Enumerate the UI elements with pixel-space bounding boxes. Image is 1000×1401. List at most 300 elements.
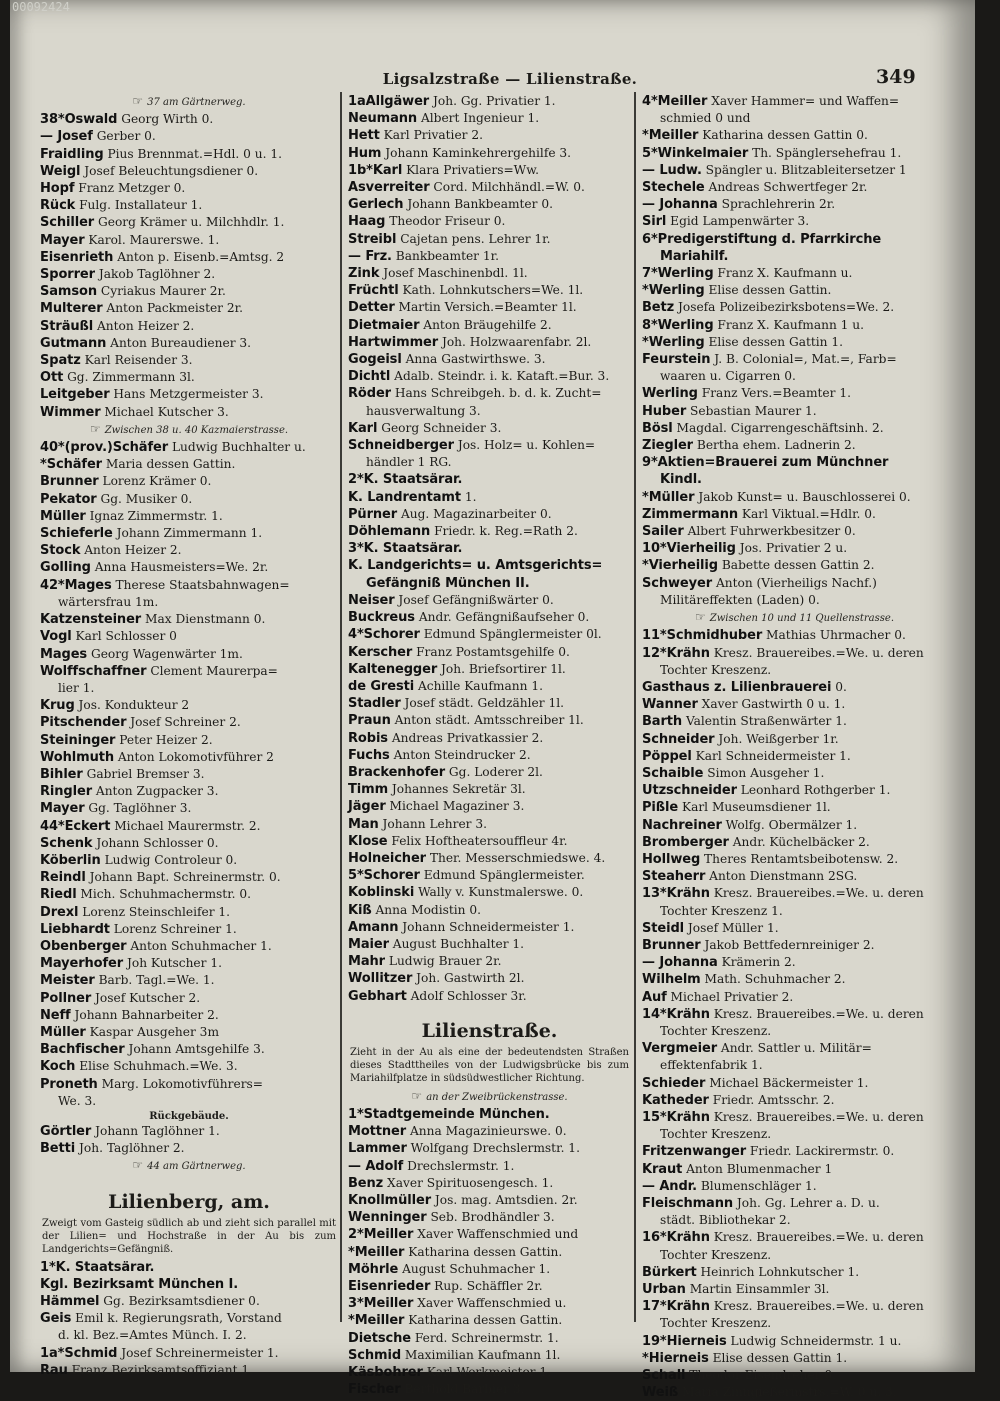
resident-details: Karl Privatier 2. bbox=[383, 128, 483, 143]
directory-entry bbox=[348, 540, 631, 557]
house-number: 5* bbox=[348, 868, 364, 884]
resident-name: Betti bbox=[40, 1141, 76, 1157]
directory-entry bbox=[40, 318, 338, 335]
resident-name: Neiser bbox=[348, 592, 395, 608]
directory-page bbox=[10, 0, 975, 1401]
directory-entry bbox=[348, 695, 631, 712]
directory-entry bbox=[348, 368, 631, 385]
directory-entry bbox=[348, 420, 631, 437]
note-text: Zwischen 10 und 11 Quellenstrasse. bbox=[709, 613, 894, 625]
directory-entry bbox=[40, 1310, 338, 1327]
resident-details: Joh. Holzwaarenfabr. 2l. bbox=[441, 334, 592, 349]
resident-name: Winkelmaier bbox=[657, 145, 749, 161]
house-number: 42* bbox=[40, 577, 65, 593]
directory-entry bbox=[642, 679, 947, 696]
directory-entry bbox=[40, 800, 338, 817]
resident-details: Martin Einsammler 3l. bbox=[689, 1282, 830, 1297]
resident-details: Katharina dessen Gattin. bbox=[408, 1244, 563, 1259]
resident-details: Th. Spänglersehefrau 1. bbox=[752, 145, 902, 160]
pointing-hand-icon: ☞ bbox=[411, 1088, 423, 1103]
resident-name: Köberlin bbox=[40, 852, 101, 868]
resident-name: Schäfer bbox=[112, 440, 169, 456]
resident-details: Johann Lehrer 3. bbox=[382, 816, 487, 831]
resident-name: Katheder bbox=[642, 1092, 709, 1108]
resident-name: Katzensteiner bbox=[40, 612, 142, 628]
directory-entry bbox=[40, 1076, 338, 1093]
directory-entry bbox=[348, 592, 631, 609]
directory-entry bbox=[642, 971, 947, 988]
directory-entry bbox=[348, 919, 631, 936]
directory-entry bbox=[348, 1312, 631, 1329]
resident-details: Johann Bankbeamter 0. bbox=[407, 197, 553, 212]
resident-name: Meiller bbox=[354, 1313, 405, 1329]
directory-entry bbox=[40, 473, 338, 490]
directory-entry bbox=[642, 265, 947, 282]
directory-entry bbox=[642, 420, 947, 437]
resident-name: Wimmer bbox=[40, 404, 101, 420]
directory-entry bbox=[40, 852, 338, 869]
note-text: Zwischen 38 u. 40 Kazmaierstrasse. bbox=[104, 424, 289, 436]
directory-entry bbox=[348, 1106, 631, 1123]
directory-entry bbox=[642, 1006, 947, 1023]
directory-entry bbox=[348, 1158, 631, 1175]
house-number: 3* bbox=[348, 1296, 364, 1312]
resident-details: Pius Brennmat.=Hdl. 0 u. 1. bbox=[107, 146, 282, 161]
directory-entry bbox=[348, 110, 631, 127]
directory-entry bbox=[348, 317, 631, 334]
directory-entry bbox=[642, 437, 947, 454]
resident-name: Meiller bbox=[363, 1296, 414, 1312]
resident-details: Josef Kutscher 2. bbox=[95, 990, 201, 1005]
resident-name: Zink bbox=[348, 266, 380, 282]
resident-name: Brunner bbox=[642, 937, 701, 953]
directory-entry bbox=[40, 146, 338, 163]
resident-details: Josef Gefängnißwärter 0. bbox=[398, 592, 554, 607]
resident-details: Joh. Gg. Privatier 1. bbox=[433, 94, 556, 108]
resident-details: Krämerin 2. bbox=[721, 955, 796, 970]
pointing-hand-icon: ☞ bbox=[89, 421, 101, 436]
resident-name: Dietmaier bbox=[348, 317, 420, 333]
directory-entry bbox=[40, 646, 338, 663]
resident-name: Krähn bbox=[666, 1299, 710, 1315]
resident-name: Pekator bbox=[40, 491, 97, 507]
resident-details: Babette dessen Gattin 2. bbox=[721, 558, 875, 573]
directory-entry bbox=[642, 731, 947, 748]
entry-continuation: Militäreffekten (Laden) 0. bbox=[660, 592, 820, 607]
resident-name: Amann bbox=[348, 919, 399, 935]
directory-entry bbox=[348, 1140, 631, 1157]
resident-details: Kresz. Brauereibes.=We. u. deren bbox=[713, 1299, 924, 1314]
house-number: * bbox=[348, 1313, 355, 1329]
resident-name: Hämmel bbox=[40, 1294, 100, 1309]
house-number: 17* bbox=[642, 1299, 667, 1315]
directory-entry bbox=[348, 1123, 631, 1140]
resident-details: Josef Müller 1. bbox=[687, 920, 779, 935]
resident-name: Käsbohrer bbox=[348, 1365, 423, 1381]
resident-details: Karl Werkmeister 1. bbox=[426, 1365, 551, 1380]
directory-entry bbox=[40, 869, 338, 886]
entry-continuation: Tochter Kreszenz. bbox=[660, 1247, 772, 1262]
resident-details: Georg Krämer u. Milchhdlr. 1. bbox=[98, 215, 285, 230]
resident-name: Hopf bbox=[40, 181, 75, 197]
directory-entry bbox=[348, 764, 631, 781]
directory-entry bbox=[348, 747, 631, 764]
directory-entry bbox=[642, 1109, 947, 1126]
resident-name: Neumann bbox=[348, 111, 418, 127]
directory-entry bbox=[40, 938, 338, 955]
resident-details: Michael Kutscher 3. bbox=[104, 404, 229, 419]
resident-name: Streibl bbox=[348, 231, 397, 247]
street-heading: Lilienberg, am. bbox=[108, 1190, 270, 1213]
directory-entry bbox=[348, 437, 631, 454]
directory-entry bbox=[348, 1226, 631, 1243]
entry-continuation: Tochter Kreszenz. bbox=[660, 662, 772, 677]
directory-entry bbox=[348, 162, 631, 179]
resident-name: Reindl bbox=[40, 870, 86, 886]
entry-continuation: städt. Bibliothekar 2. bbox=[660, 1213, 791, 1228]
resident-name: Spatz bbox=[40, 353, 81, 369]
resident-name: Möhrle bbox=[348, 1261, 399, 1277]
resident-name: Fleischmann bbox=[642, 1196, 734, 1211]
resident-name: Bösl bbox=[642, 420, 673, 436]
directory-entry bbox=[40, 783, 338, 800]
resident-details: Gg. Musiker 0. bbox=[100, 491, 193, 506]
house-number: 4* bbox=[642, 94, 658, 109]
resident-name: Müller bbox=[648, 489, 695, 505]
resident-name: Mayerhofer bbox=[40, 956, 124, 972]
resident-name: Drexl bbox=[40, 904, 79, 920]
resident-details: Math. Schuhmacher 2. bbox=[704, 972, 846, 987]
resident-name: Timm bbox=[348, 782, 389, 798]
directory-entry bbox=[642, 1350, 947, 1367]
resident-details: Cyriakus Maurer 2r. bbox=[100, 284, 226, 299]
resident-name: Oswald bbox=[64, 112, 118, 128]
directory-entry bbox=[642, 162, 947, 179]
resident-name: Stadler bbox=[348, 696, 401, 712]
street-description: Zweigt vom Gasteig südlich ab und zieht sich parallel mit der Lilien= und Hochstraße in der Au bis zum Landgerichts=Gefängniß. bbox=[42, 1217, 336, 1255]
resident-details: Elise Schuhmach.=We. 3. bbox=[79, 1059, 238, 1074]
resident-name: — Frz. bbox=[348, 248, 392, 264]
directory-entry bbox=[642, 696, 947, 713]
resident-details: Maria Zinngießermstrs.=W. 0 u. 3. bbox=[681, 1385, 897, 1400]
resident-details: Karl Museumsdiener 1l. bbox=[681, 800, 831, 815]
directory-entry bbox=[40, 283, 338, 300]
directory-entry bbox=[348, 145, 631, 162]
resident-details: Johann Schneidermeister 1. bbox=[402, 919, 575, 934]
resident-name: Bürkert bbox=[642, 1264, 697, 1280]
directory-entry bbox=[642, 179, 947, 196]
cross-street-note bbox=[40, 421, 338, 439]
cross-street-note bbox=[642, 609, 947, 627]
resident-name: Vergmeier bbox=[642, 1041, 718, 1057]
resident-name: Koblinski bbox=[348, 885, 415, 901]
house-number: 2* bbox=[348, 472, 364, 488]
column-left bbox=[40, 93, 338, 1378]
directory-entry bbox=[40, 921, 338, 938]
resident-name: Multerer bbox=[40, 301, 103, 317]
resident-details: Anton Steindrucker 2. bbox=[393, 747, 531, 762]
resident-details: Kresz. Brauereibes.=We. u. deren bbox=[713, 645, 924, 660]
cross-street-note bbox=[348, 1088, 631, 1106]
resident-details: Jos. Kondukteur 2 bbox=[78, 698, 190, 713]
resident-details: Xaver Spirituosengesch. 1. bbox=[387, 1175, 554, 1190]
resident-name: Fuchs bbox=[348, 747, 390, 763]
resident-name: Schaible bbox=[642, 765, 704, 781]
resident-name: Benz bbox=[348, 1175, 384, 1191]
resident-details: Andr. Sattler u. Militär= bbox=[720, 1041, 872, 1056]
house-number: 1b* bbox=[348, 162, 373, 178]
resident-details: August Buchhalter 1. bbox=[392, 936, 525, 951]
directory-entry bbox=[348, 1347, 631, 1364]
resident-details: Anton (Vierheiligs Nachf.) bbox=[715, 575, 877, 590]
resident-details: Mich. Schuhmachermstr. 0. bbox=[80, 887, 252, 902]
entry-continuation: Mariahilf. bbox=[660, 248, 729, 264]
directory-entry bbox=[40, 955, 338, 972]
resident-details: Johann Bahnarbeiter 2. bbox=[74, 1007, 219, 1022]
directory-entry bbox=[348, 213, 631, 230]
directory-entry bbox=[642, 868, 947, 885]
resident-name: — Andr. bbox=[642, 1178, 697, 1194]
resident-details: August Schuhmacher 1. bbox=[402, 1261, 551, 1276]
resident-details: Felix Hoftheatersouffleur 4r. bbox=[391, 833, 568, 848]
resident-details: Friedr. Lackirermstr. 0. bbox=[749, 1144, 895, 1159]
resident-details: Georg Schneider 3. bbox=[381, 420, 502, 435]
house-number: 8* bbox=[642, 317, 658, 333]
resident-name: Auf bbox=[642, 989, 667, 1005]
resident-details: Wally v. Kunstmalerswe. 0. bbox=[418, 885, 584, 900]
resident-details: Anton p. Eisenb.=Amtsg. 2 bbox=[117, 249, 285, 264]
directory-entry bbox=[40, 369, 338, 386]
resident-details: Theodor Friseur 0. bbox=[389, 214, 506, 229]
resident-name: Schmid bbox=[348, 1347, 402, 1363]
resident-details: Jos. mag. Amtsdien. 2r. bbox=[434, 1192, 578, 1207]
resident-details: Anton Heizer 2. bbox=[84, 543, 182, 558]
resident-name: Bihler bbox=[40, 766, 83, 782]
directory-entry bbox=[642, 385, 947, 402]
directory-entry bbox=[40, 818, 338, 835]
resident-name: Klose bbox=[348, 833, 388, 849]
resident-details: Michael Bäckermeister 1. bbox=[709, 1075, 869, 1090]
resident-details: Peter Heizer 2. bbox=[119, 732, 213, 747]
directory-entry bbox=[348, 730, 631, 747]
resident-name: Schäfer bbox=[46, 457, 102, 473]
resident-details: Ludwig Brauer 2r. bbox=[388, 954, 502, 969]
directory-entry bbox=[40, 1345, 338, 1362]
resident-name: — Josef bbox=[40, 129, 93, 145]
resident-details: Johann Kaminkehrergehilfe 3. bbox=[385, 145, 572, 160]
resident-name: Golling bbox=[40, 560, 91, 576]
directory-entry bbox=[642, 645, 947, 662]
resident-name: Fischer bbox=[348, 1382, 401, 1398]
directory-entry bbox=[40, 972, 338, 989]
resident-name: K. Staatsärar. bbox=[363, 541, 463, 557]
directory-entry bbox=[348, 678, 631, 695]
directory-entry bbox=[642, 282, 947, 299]
resident-name: Werling bbox=[648, 334, 705, 350]
resident-details: Maria dessen Gattin. bbox=[105, 457, 236, 472]
resident-details: Xaver Waffenschmied u. bbox=[417, 1296, 567, 1311]
resident-details: Andr. Gefängnißaufseher 0. bbox=[418, 610, 590, 625]
directory-entry bbox=[642, 1092, 947, 1109]
directory-entry bbox=[642, 1195, 947, 1212]
resident-name: Fraidling bbox=[40, 146, 104, 162]
resident-name: Schmidhuber bbox=[666, 628, 763, 644]
resident-details: Theodor Eisendreher 0. bbox=[689, 1368, 837, 1383]
directory-entry bbox=[40, 749, 338, 766]
entry-continuation: Tochter Kreszenz 1. bbox=[660, 903, 783, 918]
resident-details: Wolfgang Drechslermstr. 1. bbox=[410, 1141, 580, 1156]
resident-details: Kresz. Brauereibes.=We. u. deren bbox=[713, 886, 924, 901]
resident-name: Pöppel bbox=[642, 748, 692, 764]
directory-entry bbox=[348, 661, 631, 678]
entry-continuation: Kindl. bbox=[660, 472, 702, 488]
resident-name: Mages bbox=[40, 646, 88, 662]
resident-name: Nachreiner bbox=[642, 817, 722, 833]
directory-entry bbox=[40, 404, 338, 421]
resident-name: Kgl. Bezirksamt München I. bbox=[40, 1276, 239, 1292]
resident-details: Berthold Barbier 3. bbox=[404, 1382, 525, 1397]
resident-details: Gabriel Bremser 3. bbox=[86, 766, 205, 781]
directory-entry bbox=[642, 748, 947, 765]
resident-details: Egid Lampenwärter 3. bbox=[670, 214, 810, 229]
resident-name: Rau bbox=[40, 1362, 68, 1378]
resident-details: Michael Magaziner 3. bbox=[389, 799, 525, 814]
resident-name: Schmid bbox=[64, 1345, 118, 1361]
directory-entry bbox=[348, 93, 631, 110]
pointing-hand-icon: ☞ bbox=[694, 610, 706, 625]
entry-continuation: hausverwaltung 3. bbox=[366, 403, 481, 418]
directory-entry bbox=[642, 334, 947, 351]
directory-entry bbox=[348, 1330, 631, 1347]
house-number: 7* bbox=[642, 266, 658, 282]
resident-details: Elise dessen Gattin. bbox=[708, 283, 832, 298]
resident-name: Steininger bbox=[40, 732, 116, 748]
resident-name: K. Landgerichts= u. Amtsgerichts= bbox=[348, 558, 603, 574]
resident-details: Karl Viktual.=Hdlr. 0. bbox=[741, 506, 876, 521]
resident-details: Ludwig Schneidermstr. 1 u. bbox=[730, 1333, 902, 1348]
directory-entry bbox=[40, 904, 338, 921]
resident-details: Anton Packmeister 2r. bbox=[106, 301, 243, 316]
resident-details: Gg. Loderer 2l. bbox=[448, 764, 543, 779]
resident-name: Haag bbox=[348, 214, 386, 230]
resident-details: Lorenz Steinschleifer 1. bbox=[82, 904, 231, 919]
entry-continuation: Tochter Kreszenz. bbox=[660, 1023, 772, 1038]
resident-name: Vierheilig bbox=[666, 541, 736, 557]
resident-details: Joh. Gg. Lehrer a. D. u. bbox=[736, 1196, 880, 1210]
resident-name: Gasthaus z. Lilienbrauerei bbox=[642, 679, 832, 695]
note-text: 44 am Gärtnerweg. bbox=[147, 1161, 246, 1173]
resident-name: Krähn bbox=[666, 1006, 710, 1022]
resident-details: Joh. Taglöhner 2. bbox=[79, 1141, 185, 1156]
directory-entry bbox=[642, 127, 947, 144]
resident-name: Meiller bbox=[657, 94, 708, 109]
resident-name: Barth bbox=[642, 714, 683, 730]
resident-name: Schenk bbox=[40, 835, 93, 851]
directory-entry bbox=[348, 884, 631, 901]
resident-details: Josef städt. Geldzähler 1l. bbox=[404, 696, 564, 711]
resident-details: Kath. Lohnkutschers=We. 1l. bbox=[402, 283, 584, 298]
resident-name: Pollner bbox=[40, 990, 92, 1006]
resident-details: Xaver Gastwirth 0 u. 1. bbox=[701, 697, 846, 712]
resident-name: Pürner bbox=[348, 506, 398, 522]
directory-entry bbox=[642, 1367, 947, 1384]
resident-details: Heinrich Lohnkutscher 1. bbox=[700, 1264, 860, 1279]
directory-entry bbox=[348, 1364, 631, 1381]
directory-entry bbox=[40, 439, 338, 456]
directory-entry bbox=[40, 628, 338, 645]
directory-entry bbox=[348, 1175, 631, 1192]
resident-name: Döhlemann bbox=[348, 524, 431, 540]
resident-details: Johann Taglöhner 1. bbox=[95, 1123, 220, 1138]
house-number: 14* bbox=[642, 1006, 667, 1022]
directory-entry bbox=[348, 506, 631, 523]
directory-entry bbox=[40, 714, 338, 731]
resident-details: Georg Wagenwärter 1m. bbox=[90, 646, 243, 661]
resident-details: Theres Rentamtsbeibotensw. 2. bbox=[704, 851, 899, 866]
resident-details: Rup. Schäffler 2r. bbox=[434, 1279, 543, 1293]
resident-name: Kraut bbox=[642, 1161, 683, 1177]
resident-name: Werling bbox=[648, 283, 705, 299]
resident-name: — Johanna bbox=[642, 955, 718, 971]
resident-name: Wenninger bbox=[348, 1210, 427, 1226]
house-number: * bbox=[642, 334, 649, 350]
resident-details: Elise dessen Gattin 1. bbox=[708, 334, 844, 349]
resident-details: Ludwig Buchhalter u. bbox=[171, 440, 306, 455]
directory-entry bbox=[642, 989, 947, 1006]
resident-details: Anton Schuhmacher 1. bbox=[130, 938, 272, 953]
scan-id: 00092424 bbox=[12, 0, 70, 14]
directory-entry bbox=[40, 128, 338, 145]
resident-details: Albert Ingenieur 1. bbox=[420, 111, 540, 126]
resident-name: Meiller bbox=[354, 1244, 405, 1260]
resident-name: Ott bbox=[40, 370, 64, 386]
resident-name: Weigl bbox=[40, 163, 81, 179]
house-number: 12* bbox=[642, 645, 667, 661]
directory-entry bbox=[348, 609, 631, 626]
directory-entry bbox=[348, 798, 631, 815]
directory-entry bbox=[40, 1123, 338, 1140]
directory-entry bbox=[40, 1362, 338, 1379]
resident-details: Valentin Straßenwärter 1. bbox=[685, 714, 847, 729]
directory-entry bbox=[642, 954, 947, 971]
resident-name: Mahr bbox=[348, 954, 385, 970]
directory-entry bbox=[40, 508, 338, 525]
resident-name: Werling bbox=[657, 317, 714, 333]
resident-name: Steidl bbox=[642, 920, 685, 936]
directory-entry bbox=[642, 299, 947, 316]
resident-name: Wilhelm bbox=[642, 972, 701, 988]
directory-entry bbox=[642, 920, 947, 937]
resident-name: Früchtl bbox=[348, 283, 399, 299]
resident-details: Clement Maurerpa= bbox=[150, 663, 278, 678]
directory-entry bbox=[642, 557, 947, 574]
directory-entry bbox=[348, 902, 631, 919]
resident-name: Hierneis bbox=[666, 1333, 727, 1349]
directory-entry bbox=[40, 732, 338, 749]
resident-details: Jos. Privatier 2 u. bbox=[739, 541, 848, 556]
house-number: 3* bbox=[348, 541, 364, 557]
resident-name: Stechele bbox=[642, 180, 705, 196]
resident-details: Jos. Holz= u. Kohlen= bbox=[457, 438, 596, 453]
resident-details: Anna Magazinieurswe. 0. bbox=[409, 1124, 567, 1139]
directory-entry bbox=[40, 214, 338, 231]
directory-entry bbox=[348, 282, 631, 299]
resident-details: Lorenz Krämer 0. bbox=[102, 474, 212, 489]
directory-entry bbox=[642, 834, 947, 851]
resident-name: Hollweg bbox=[642, 851, 701, 867]
directory-entry bbox=[642, 885, 947, 902]
resident-name: Aktien=Brauerei zum Münchner bbox=[657, 455, 889, 471]
